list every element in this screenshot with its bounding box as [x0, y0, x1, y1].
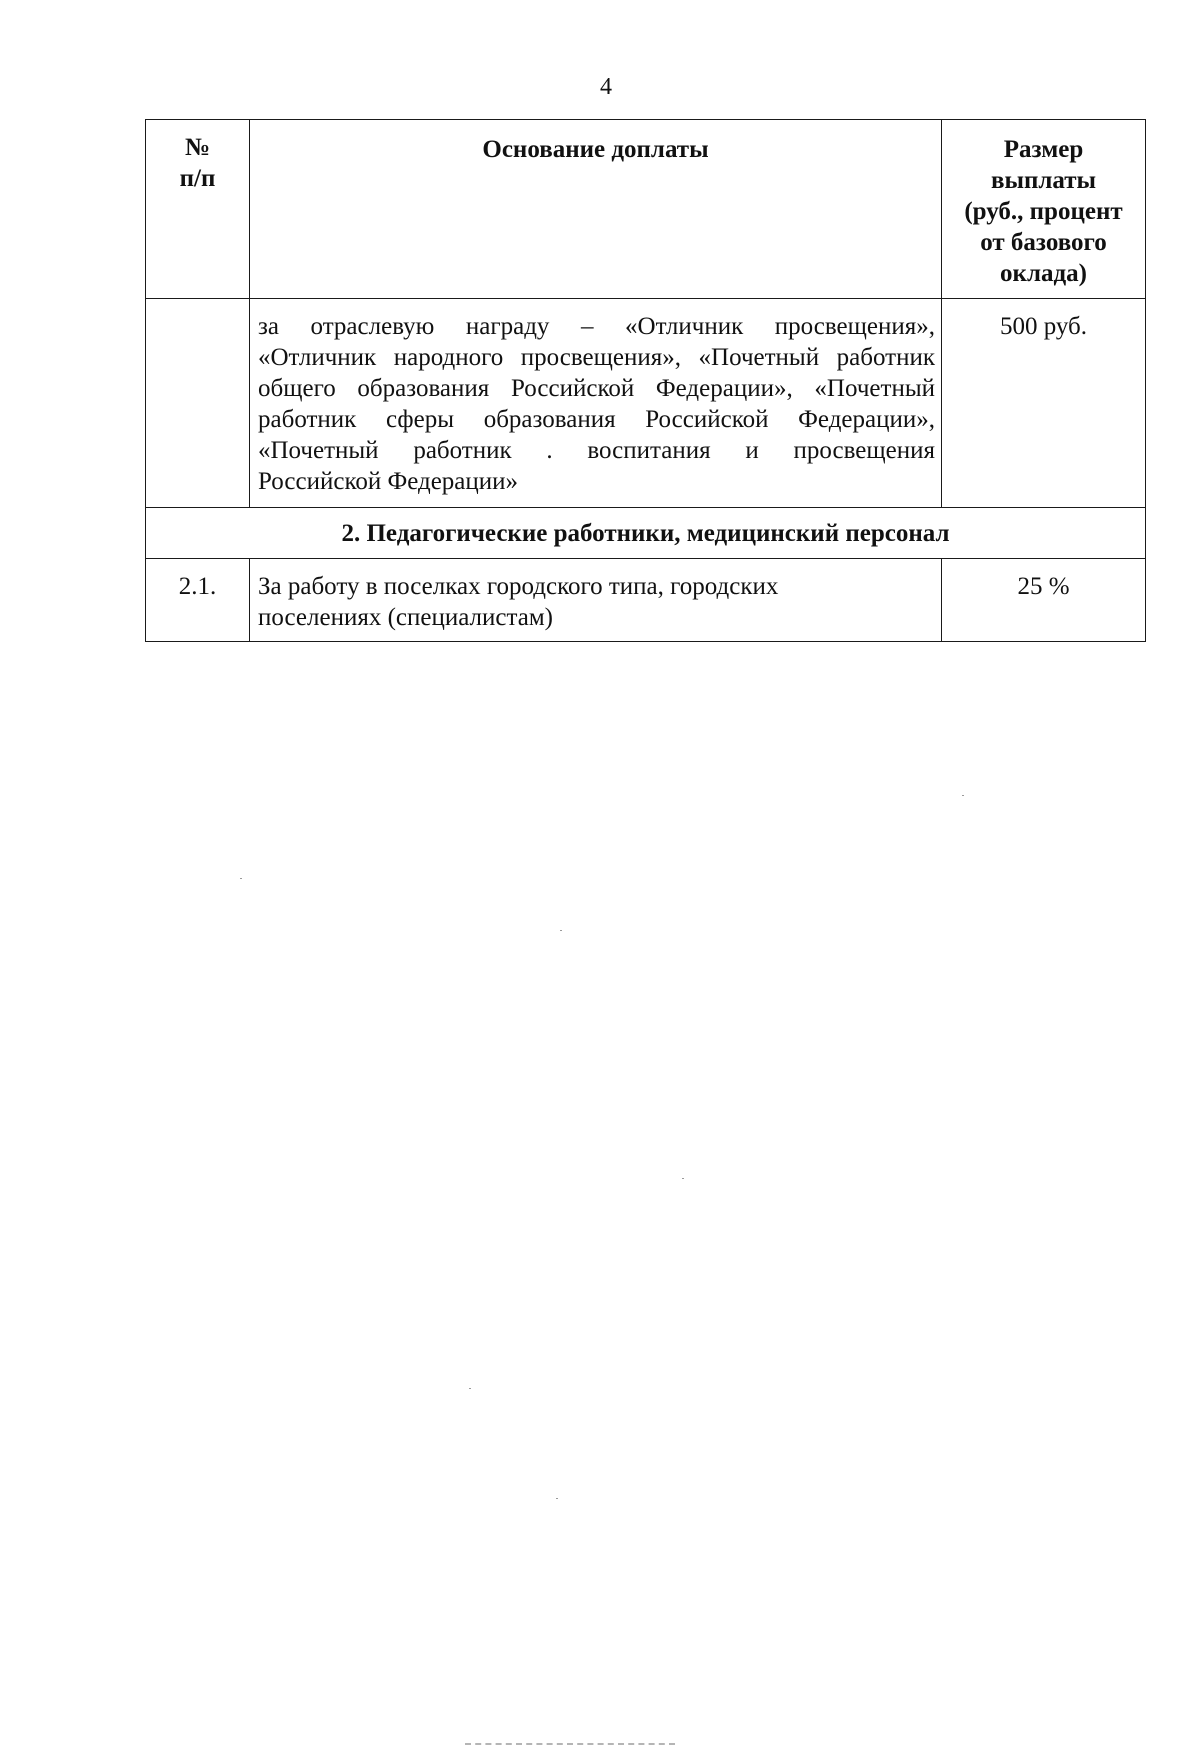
row-amount-cell: 500 руб.: [942, 299, 1146, 508]
section-title: 2. Педагогические работники, медицинский персонал: [146, 508, 1146, 559]
header-amount-line-2: выплаты: [990, 167, 1097, 194]
scan-speck: [556, 1498, 558, 1499]
scan-speck: [962, 795, 964, 796]
header-number-line-1: №: [184, 134, 211, 161]
allowance-table: [145, 119, 1146, 642]
section-header-row: [146, 508, 1146, 559]
header-amount-line-4: от базового: [980, 229, 1107, 256]
header-number: [146, 120, 250, 299]
row-amount-cell: 25 %: [942, 559, 1146, 642]
table-header-row: [146, 120, 1146, 299]
basis-line: общего образования Российской Федерации», «Почетный: [258, 375, 935, 402]
row-basis-cell: [250, 559, 942, 642]
basis-line: за отраслевую награду – «Отличник просвещения»,: [258, 313, 935, 340]
basis-line: Российской Федерации»: [258, 468, 519, 495]
header-amount-line-3: (руб., процент: [964, 198, 1123, 225]
basis-line: поселениях (специалистам): [258, 604, 553, 631]
row-number-cell: 2.1.: [146, 559, 250, 642]
scan-speck: [240, 878, 242, 879]
header-basis: Основание доплаты: [250, 120, 942, 299]
row-number-cell: [146, 299, 250, 508]
basis-line: «Почетный работник . воспитания и просвещения: [258, 437, 935, 464]
table-row: [146, 559, 1146, 642]
scan-speck: [469, 1388, 471, 1389]
basis-line: «Отличник народного просвещения», «Почетный работник: [258, 344, 935, 371]
header-amount-line-1: Размер: [1003, 136, 1084, 163]
table-row: [146, 299, 1146, 508]
header-amount: [942, 120, 1146, 299]
scan-speck: [682, 1178, 684, 1179]
row-basis-cell: [250, 299, 942, 508]
page-number: 4: [600, 74, 612, 100]
header-number-line-2: п/п: [179, 165, 216, 192]
header-amount-line-5: оклада): [1000, 260, 1087, 287]
scan-edge-mark: [465, 1743, 675, 1748]
basis-line: За работу в поселках городского типа, городских: [258, 573, 779, 600]
basis-line: работник сферы образования Российской Федерации»,: [258, 406, 935, 433]
scan-speck: [560, 930, 562, 931]
